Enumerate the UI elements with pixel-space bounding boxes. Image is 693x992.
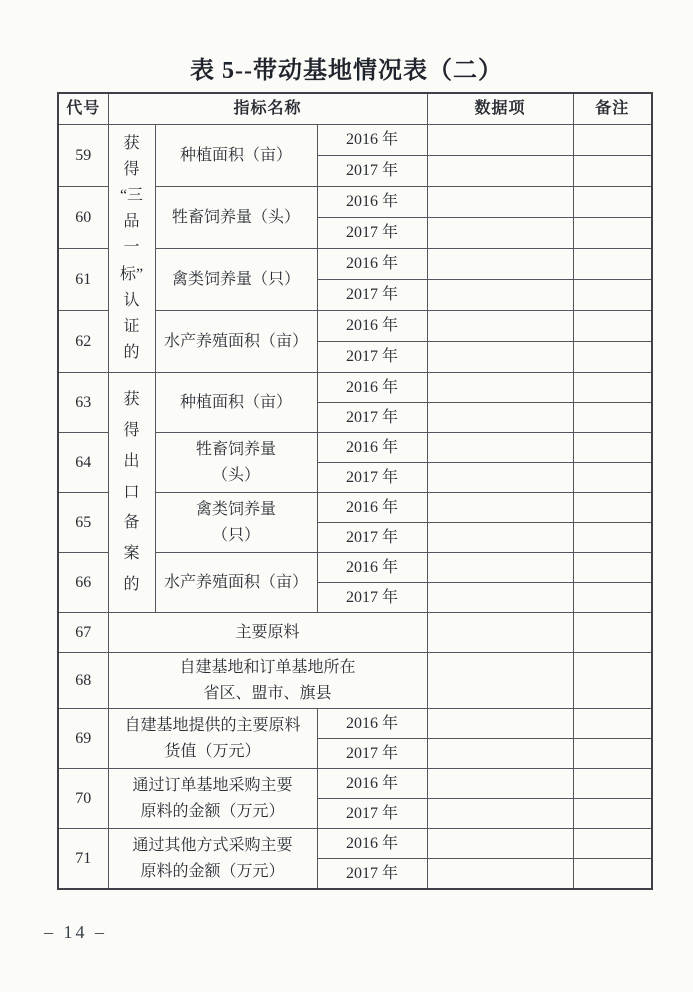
indicator-cell — [108, 709, 317, 769]
year-cell: 2016 年 — [317, 311, 427, 342]
data-item-cell — [427, 553, 573, 583]
remark-cell — [573, 218, 652, 249]
vertical-label — [109, 126, 155, 372]
data-item-cell — [427, 463, 573, 493]
remark-cell — [573, 799, 652, 829]
code-cell: 60 — [58, 187, 108, 249]
header-row — [58, 93, 652, 125]
year-cell: 2017 年 — [317, 342, 427, 373]
data-item-cell — [427, 739, 573, 769]
remark-cell — [573, 859, 652, 890]
year-cell: 2017 年 — [317, 280, 427, 311]
indicator-line: 省区、盟市、旗县 — [203, 684, 332, 702]
year-cell: 2016 年 — [317, 433, 427, 463]
year-cell: 2017 年 — [317, 156, 427, 187]
data-item-cell — [427, 342, 573, 373]
indicator-cell — [108, 769, 317, 829]
data-item-cell — [427, 433, 573, 463]
indicator-cell — [155, 187, 317, 249]
data-item-cell — [427, 523, 573, 553]
data-item-cell — [427, 493, 573, 523]
remark-cell — [573, 769, 652, 799]
data-item-cell — [427, 218, 573, 249]
data-item-cell — [427, 311, 573, 342]
vertical-label-char: 的 — [123, 575, 140, 593]
indicator-line: 禽类饲养量 — [195, 500, 276, 518]
code-cell: 68 — [58, 653, 108, 709]
indicator-line: 种植面积（亩） — [179, 393, 292, 411]
header-data-item: 数据项 — [427, 93, 573, 125]
indicator-cell — [155, 493, 317, 553]
indicator-line: 原料的金额（万元） — [140, 862, 285, 880]
remark-cell — [573, 342, 652, 373]
year-cell: 2016 年 — [317, 125, 427, 156]
year-cell: 2017 年 — [317, 583, 427, 613]
indicator-line: 水产养殖面积（亩） — [163, 332, 308, 350]
remark-cell — [573, 249, 652, 280]
indicator-cell — [108, 829, 317, 890]
table-row — [58, 653, 652, 709]
code-cell: 66 — [58, 553, 108, 613]
code-cell: 69 — [58, 709, 108, 769]
indicator-cell — [155, 249, 317, 311]
base-situation-table — [57, 92, 653, 890]
data-item-cell — [427, 709, 573, 739]
group-label-export-registered — [108, 373, 155, 613]
remark-cell — [573, 311, 652, 342]
code-cell: 65 — [58, 493, 108, 553]
vertical-label-char: 证 — [123, 318, 140, 335]
vertical-label-char: 获 — [123, 391, 140, 409]
table-row — [58, 769, 652, 799]
data-item-cell — [427, 859, 573, 890]
year-cell: 2017 年 — [317, 799, 427, 829]
page-title: 表 5--带动基地情况表（二） — [190, 58, 503, 84]
table-row — [58, 829, 652, 859]
indicator-line: （头） — [211, 466, 260, 484]
indicator-cell — [108, 653, 427, 709]
data-item-cell — [427, 613, 573, 653]
indicator-line: 水产养殖面积（亩） — [163, 573, 308, 591]
year-cell: 2016 年 — [317, 373, 427, 403]
data-item-cell — [427, 769, 573, 799]
remark-cell — [573, 187, 652, 218]
year-cell: 2016 年 — [317, 829, 427, 859]
vertical-label-char: 得 — [123, 160, 140, 178]
vertical-label-char: 品 — [123, 213, 140, 231]
header-code: 代号 — [58, 93, 108, 125]
remark-cell — [573, 156, 652, 187]
vertical-label-char: 获 — [123, 134, 140, 152]
vertical-label-char: 案 — [123, 545, 140, 562]
indicator-line: 通过其他方式采购主要 — [132, 836, 293, 854]
remark-cell — [573, 613, 652, 653]
year-cell: 2017 年 — [317, 523, 427, 553]
year-cell: 2017 年 — [317, 739, 427, 769]
data-item-cell — [427, 829, 573, 859]
indicator-cell — [155, 553, 317, 613]
indicator-line: 牲畜饲养量（头） — [171, 208, 300, 226]
code-cell: 67 — [58, 613, 108, 653]
indicator-cell — [155, 373, 317, 433]
remark-cell — [573, 433, 652, 463]
code-cell: 59 — [58, 125, 108, 187]
remark-cell — [573, 463, 652, 493]
data-item-cell — [427, 156, 573, 187]
indicator-cell — [155, 433, 317, 493]
year-cell: 2016 年 — [317, 187, 427, 218]
indicator-line: 原料的金额（万元） — [140, 802, 285, 820]
indicator-line: 通过订单基地采购主要 — [132, 776, 293, 794]
year-cell: 2016 年 — [317, 249, 427, 280]
remark-cell — [573, 553, 652, 583]
year-cell: 2016 年 — [317, 709, 427, 739]
vertical-label-char: 认 — [123, 291, 140, 309]
remark-cell — [573, 653, 652, 709]
remark-cell — [573, 709, 652, 739]
remark-cell — [573, 493, 652, 523]
remark-cell — [573, 739, 652, 769]
data-item-cell — [427, 373, 573, 403]
vertical-label-char: 一 — [123, 239, 140, 257]
indicator-line: 禽类饲养量（只） — [171, 270, 300, 288]
data-item-cell — [427, 653, 573, 709]
header-remark: 备注 — [573, 93, 652, 125]
data-item-cell — [427, 403, 573, 433]
vertical-label-char: “三 — [119, 187, 144, 205]
year-cell: 2016 年 — [317, 769, 427, 799]
code-cell: 62 — [58, 311, 108, 373]
data-item-cell — [427, 583, 573, 613]
data-item-cell — [427, 249, 573, 280]
data-item-cell — [427, 799, 573, 829]
vertical-label-char: 标” — [119, 265, 144, 283]
data-item-cell — [427, 187, 573, 218]
indicator-line: 货值（万元） — [164, 742, 261, 760]
code-cell: 71 — [58, 829, 108, 890]
data-item-cell — [427, 125, 573, 156]
indicator-cell — [155, 125, 317, 187]
table-row — [58, 125, 652, 156]
table-row — [58, 373, 652, 403]
indicator-cell — [108, 613, 427, 653]
header-indicator: 指标名称 — [108, 93, 427, 125]
year-cell: 2017 年 — [317, 218, 427, 249]
indicator-line: 自建基地提供的主要原料 — [124, 716, 301, 734]
year-cell: 2016 年 — [317, 553, 427, 583]
year-cell: 2017 年 — [317, 403, 427, 433]
indicator-cell — [155, 311, 317, 373]
year-cell: 2017 年 — [317, 859, 427, 890]
remark-cell — [573, 829, 652, 859]
code-cell: 61 — [58, 249, 108, 311]
year-cell: 2016 年 — [317, 493, 427, 523]
remark-cell — [573, 403, 652, 433]
code-cell: 63 — [58, 373, 108, 433]
year-cell: 2017 年 — [317, 463, 427, 493]
data-item-cell — [427, 280, 573, 311]
vertical-label-char: 得 — [123, 422, 140, 439]
table-row — [58, 709, 652, 739]
code-cell: 64 — [58, 433, 108, 493]
remark-cell — [573, 373, 652, 403]
remark-cell — [573, 583, 652, 613]
vertical-label-char: 备 — [123, 514, 140, 532]
code-cell: 70 — [58, 769, 108, 829]
vertical-label — [109, 378, 155, 608]
table-row — [58, 613, 652, 653]
page-number: – 14 – — [44, 922, 107, 942]
indicator-line: 牲畜饲养量 — [195, 440, 276, 458]
vertical-label-char: 口 — [123, 483, 140, 501]
remark-cell — [573, 280, 652, 311]
indicator-line: 主要原料 — [235, 623, 300, 641]
indicator-line: 自建基地和订单基地所在 — [179, 658, 356, 676]
remark-cell — [573, 523, 652, 553]
vertical-label-char: 出 — [123, 452, 140, 470]
remark-cell — [573, 125, 652, 156]
group-label-sanpin-yibiao — [108, 125, 155, 373]
indicator-line: （只） — [211, 526, 260, 544]
indicator-line: 种植面积（亩） — [179, 146, 292, 164]
vertical-label-char: 的 — [123, 344, 140, 362]
